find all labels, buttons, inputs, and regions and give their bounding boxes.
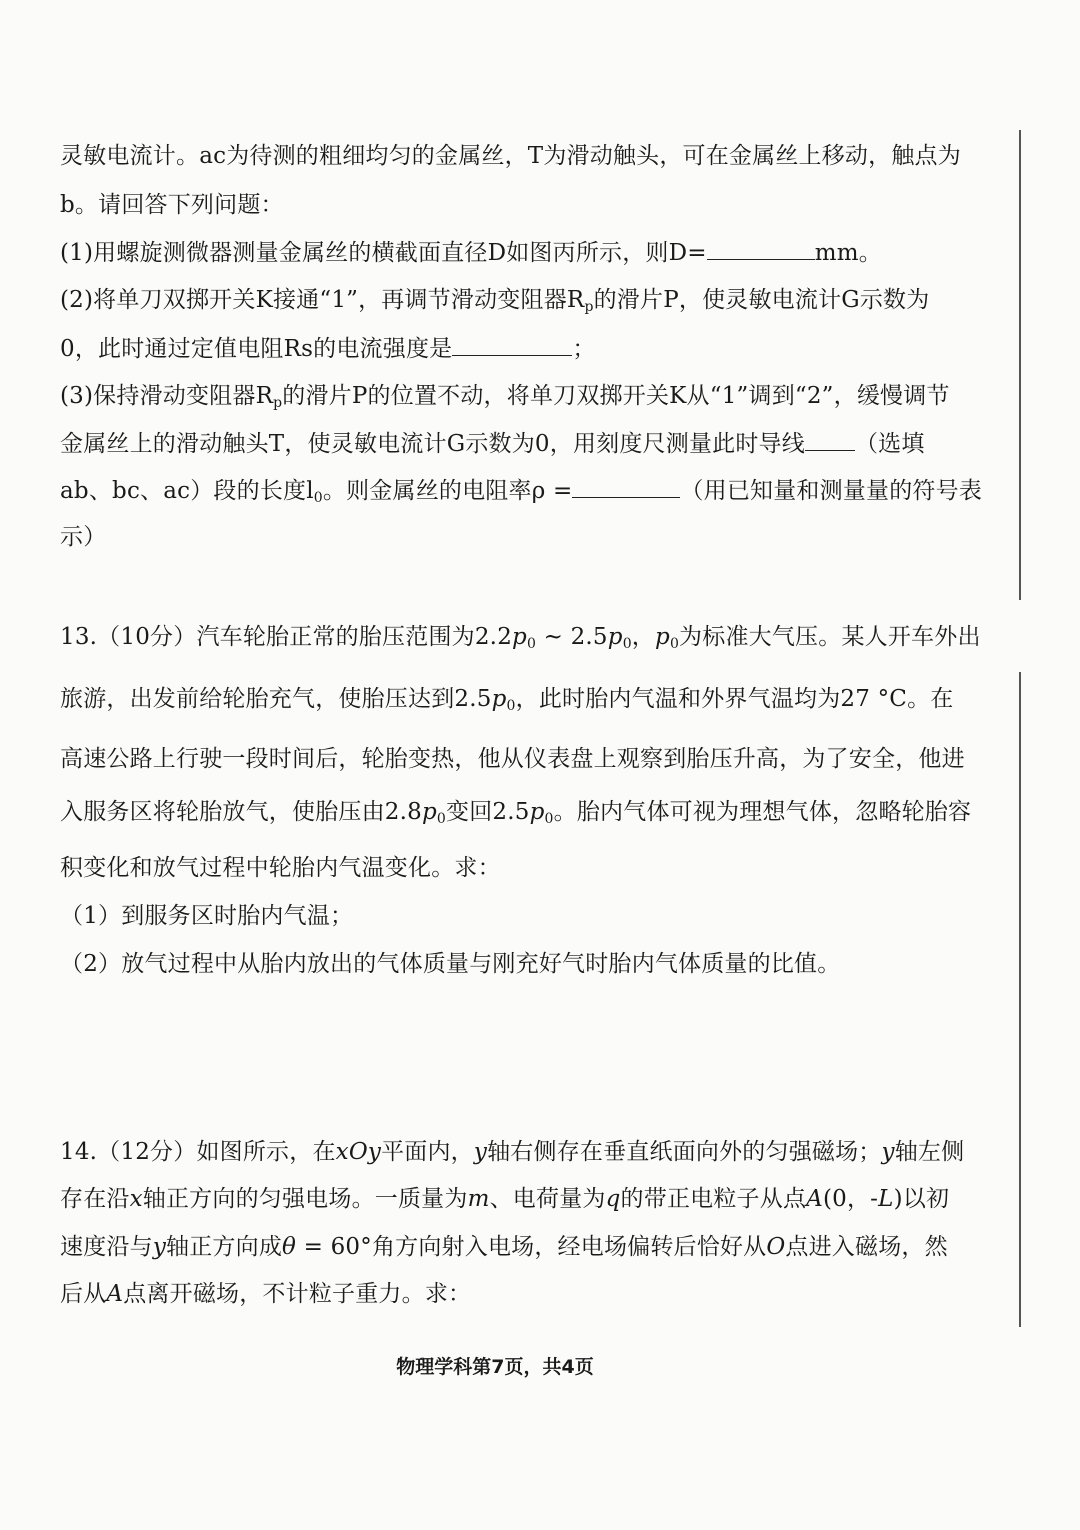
q14-line-1: [60, 1137, 964, 1167]
q12-part3-text-b: 的滑片P的位置不动，将单刀双掷开关K从“1”调到“2”，缓慢调节: [282, 383, 950, 409]
q12-part3-text-a: (3)保持滑动变阻器R: [60, 383, 274, 409]
q12-part2-text-d: ；: [572, 336, 596, 362]
q14-text-1b: 平面内，: [381, 1139, 474, 1165]
q14-symbol-theta: θ: [282, 1234, 297, 1260]
q13-subquestion-1: [60, 901, 353, 931]
q14-line-4: [60, 1279, 471, 1309]
q13-symbol-sub: 0: [436, 811, 447, 827]
q13-text-1d: 为标准大气压。某人开车外出: [679, 624, 981, 650]
q13-sub2-text: （2）放气过程中从胎内放出的气体质量与刚充好气时胎内气体质量的比值。: [60, 951, 841, 977]
q13-symbol-sub: 0: [526, 636, 537, 652]
q12-part2-subscript: p: [584, 299, 594, 315]
q14-symbol-m: m: [467, 1186, 490, 1212]
q14-symbol-y: y: [881, 1139, 895, 1165]
q13-symbol-p: p: [607, 624, 623, 650]
q12-resistivity-answer-blank[interactable]: [572, 475, 680, 498]
q14-text-3c: = 60°角方向射入电场，经电场偏转后恰好从: [296, 1234, 767, 1260]
q14-symbol-xoy: xOy: [335, 1139, 382, 1165]
q13-text-1c: ，: [631, 624, 655, 650]
q12-intro-line-1: [60, 141, 961, 171]
q13-text-1a: 13.（10分）汽车轮胎正常的胎压范围为2.2: [60, 624, 513, 650]
q13-text-4c: 。胎内气体可视为理想气体，忽略轮胎容: [553, 799, 972, 825]
q14-text-1a: 14.（12分）如图所示，在: [60, 1139, 336, 1165]
margin-binding-line-top: [1019, 130, 1021, 600]
page-footer: 物理学科第7页，共4页: [396, 1356, 594, 1378]
q12-part3-text-g: （用已知量和测量量的符号表: [680, 478, 983, 504]
q14-symbol-x: x: [129, 1186, 143, 1212]
q12-part3-text-d: （选填: [854, 431, 925, 457]
q13-line-2: [60, 684, 954, 714]
q14-text-3d: 点进入磁场，然: [785, 1234, 948, 1260]
q14-line-2: [60, 1184, 949, 1214]
q14-symbol-l: L: [878, 1186, 894, 1212]
q14-text-1c: 轴右侧存在垂直纸面向外的匀强磁场；: [487, 1139, 882, 1165]
q14-symbol-q: q: [605, 1186, 621, 1212]
q12-part3-text-e: ab、bc、ac）段的长度l: [60, 478, 314, 504]
q14-symbol-a: A: [106, 1281, 124, 1307]
q13-symbol-sub: 0: [622, 636, 632, 652]
q13-symbol-sub: 0: [544, 811, 554, 827]
q14-text-1d: 轴左侧: [894, 1139, 965, 1165]
q13-sub1-text: （1）到服务区时胎内气温；: [60, 903, 354, 929]
q13-symbol-p: p: [512, 624, 527, 650]
q13-text-5: 积变化和放气过程中轮胎内气温变化。求：: [60, 855, 501, 881]
q12-part3-line-1: [60, 381, 950, 411]
q12-part3-subscript-0: 0: [313, 490, 323, 506]
q13-line-1: [60, 622, 981, 652]
q14-text-4b: 点离开磁场，不计粒子重力。求：: [123, 1281, 472, 1307]
q12-segment-answer-blank[interactable]: [805, 428, 855, 451]
q14-line-3: [60, 1232, 948, 1262]
q14-text-2a: 存在沿: [60, 1186, 130, 1212]
q13-subquestion-2: [60, 949, 840, 979]
q14-text-2d: 的带正电粒子从点: [620, 1186, 807, 1212]
q12-part1: [60, 237, 882, 268]
q12-part2-line-2: [60, 333, 596, 364]
q12-part2-text-a: (2)将单刀双掷开关K接通“1”，再调节滑动变阻器R: [60, 287, 585, 313]
q13-symbol-sub: 0: [669, 636, 680, 652]
q12-intro-line-2: [60, 190, 284, 220]
q13-line-3: [60, 744, 965, 774]
q13-symbol-p: p: [491, 686, 507, 712]
q14-symbol-o: O: [766, 1234, 786, 1260]
q13-symbol-p: p: [421, 799, 437, 825]
q13-line-4: [60, 797, 971, 827]
q13-symbol-p: p: [655, 624, 670, 650]
q13-text-1b: ~ 2.5: [536, 624, 608, 650]
q12-diameter-answer-blank[interactable]: [707, 237, 815, 260]
q12-part2-line-1: [60, 285, 929, 315]
q12-part1-text: (1)用螺旋测微器测量金属丝的横截面直径D如图丙所示，则D=: [60, 240, 707, 266]
q14-text-4a: 后从: [60, 1281, 107, 1307]
q13-symbol-sub: 0: [506, 698, 516, 714]
q14-text-3a: 速度沿与: [60, 1234, 153, 1260]
q12-part3-line-4: [60, 522, 106, 552]
q14-text-2e: (0，-: [822, 1186, 879, 1212]
q14-text-2c: 、电荷量为: [489, 1186, 606, 1212]
q12-part3-line-2: [60, 428, 925, 459]
q12-part1-unit: mm。: [814, 240, 882, 266]
q12-part2-text-b: 的滑片P，使灵敏电流计G示数为: [593, 287, 930, 313]
q12-part3-subscript: p: [273, 395, 283, 411]
q12-part3-text-h: 示）: [60, 524, 107, 550]
q12-part3-line-3: [60, 475, 982, 506]
q13-text-3: 高速公路上行驶一段时间后，轮胎变热，他从仪表盘上观察到胎压升高，为了安全，他进: [60, 746, 965, 772]
q14-text-2f: )以初: [893, 1186, 950, 1212]
q13-line-5: [60, 853, 501, 883]
q12-part3-text-c: 金属丝上的滑动触头T，使灵敏电流计G示数为0，用刻度尺测量此时导线: [60, 431, 805, 457]
q13-text-4b: 变回2.5: [446, 799, 530, 825]
q12-part2-text-c: 0，此时通过定值电阻Rs的电流强度是: [60, 336, 453, 362]
q13-symbol-p: p: [529, 799, 545, 825]
q13-text-2b: ，此时胎内气温和外界气温均为27 °C。在: [515, 686, 954, 712]
q14-symbol-y: y: [473, 1139, 488, 1165]
q12-intro-text-1: 灵敏电流计。ac为待测的粗细均匀的金属丝，T为滑动触头，可在金属丝上移动，触点为: [60, 143, 961, 169]
q12-intro-text-2: b。请回答下列问题：: [60, 192, 284, 218]
q13-text-2a: 旅游，出发前给轮胎充气，使胎压达到2.5: [60, 686, 492, 712]
q14-symbol-a: A: [806, 1186, 823, 1212]
q12-current-answer-blank[interactable]: [452, 333, 572, 356]
q13-text-4a: 入服务区将轮胎放气，使胎压由2.8: [60, 799, 422, 825]
q12-part3-text-f: 。则金属丝的电阻率ρ =: [322, 478, 573, 504]
q14-symbol-y: y: [152, 1234, 167, 1260]
q14-text-3b: 轴正方向成: [166, 1234, 283, 1260]
q14-text-2b: 轴正方向的匀强电场。一质量为: [142, 1186, 468, 1212]
margin-binding-line-bottom: [1019, 672, 1021, 1327]
